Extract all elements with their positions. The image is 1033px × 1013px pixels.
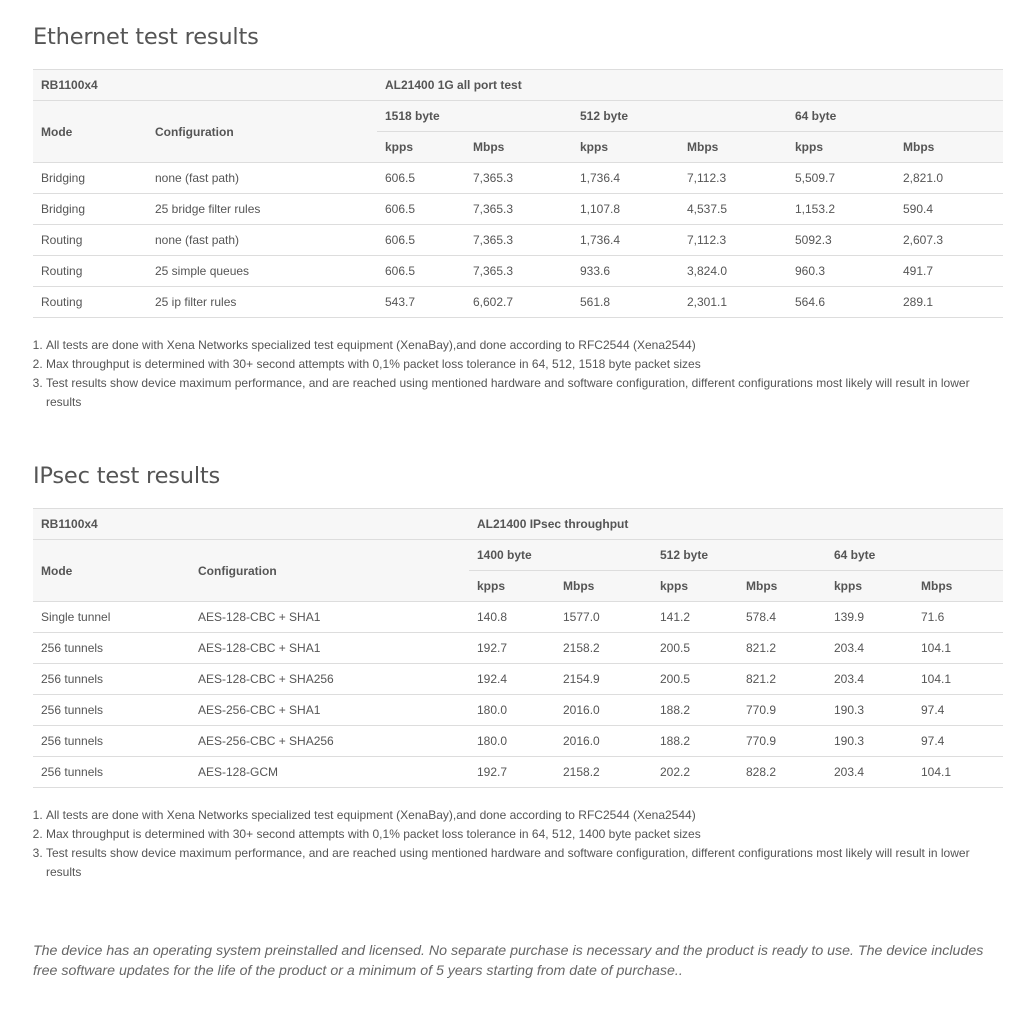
table-cell: 960.3 [787,256,895,287]
table-cell: 104.1 [913,664,1003,695]
table-cell: 606.5 [377,225,465,256]
table-cell: 139.9 [826,602,913,633]
unit-header: Mbps [913,571,1003,602]
table-row [33,163,1003,194]
table-row [33,695,1003,726]
table-cell: 203.4 [826,757,913,788]
table-cell: 821.2 [738,664,826,695]
table-cell: 770.9 [738,695,826,726]
table-cell: 104.1 [913,757,1003,788]
table-cell: 606.5 [377,163,465,194]
packet-size-header: 512 byte [652,540,826,571]
table-cell: 1,153.2 [787,194,895,225]
table-cell: 188.2 [652,726,738,757]
note-item: 3. Test results show device maximum performance, and are reached using mentioned hardware and software configuration, different configurations most likely will result in lower results [46,844,996,882]
table-cell: 564.6 [787,287,895,318]
note-item: 2. Max throughput is determined with 30+ second attempts with 0,1% packet loss tolerance in 64, 512, 1400 byte packet sizes [46,825,996,844]
table-cell: 2158.2 [555,757,652,788]
table-cell: 828.2 [738,757,826,788]
table-row [33,194,1003,225]
table-cell: 1,107.8 [572,194,679,225]
table-cell: AES-128-CBC + SHA1 [190,633,469,664]
table-row [33,256,1003,287]
ipsec-notes [33,806,996,882]
table-row [33,633,1003,664]
table-cell: 1,736.4 [572,163,679,194]
table-row [33,726,1003,757]
table-cell: 71.6 [913,602,1003,633]
table-cell: Routing [33,225,147,256]
unit-header: Mbps [555,571,652,602]
table-cell: AES-128-GCM [190,757,469,788]
note-item: 3. Test results show device maximum performance, and are reached using mentioned hardware and software configuration, different configurations most likely will result in lower results [46,374,996,412]
device-label: RB1100x4 [33,509,469,540]
ethernet-notes [33,336,996,412]
table-cell: 200.5 [652,633,738,664]
table-row [33,757,1003,788]
table-cell: 141.2 [652,602,738,633]
table-cell: Bridging [33,163,147,194]
table-cell: 2,301.1 [679,287,787,318]
table-cell: 97.4 [913,695,1003,726]
table-cell: 2158.2 [555,633,652,664]
table-cell: 4,537.5 [679,194,787,225]
table-cell: AES-128-CBC + SHA1 [190,602,469,633]
table-cell: 25 simple queues [147,256,377,287]
ipsec-table-body [33,602,1003,788]
table-cell: Routing [33,287,147,318]
ethernet-table-body [33,163,1003,318]
table-row [33,602,1003,633]
table-cell: 203.4 [826,664,913,695]
table-cell: 3,824.0 [679,256,787,287]
unit-header: Mbps [465,132,572,163]
table-cell: 104.1 [913,633,1003,664]
table-cell: 5092.3 [787,225,895,256]
table-cell: 7,365.3 [465,194,572,225]
table-cell: 256 tunnels [33,726,190,757]
table-row [33,225,1003,256]
table-cell: 188.2 [652,695,738,726]
table-cell: 192.7 [469,633,555,664]
table-cell: Routing [33,256,147,287]
table-cell: Bridging [33,194,147,225]
note-item: 1. All tests are done with Xena Networks specialized test equipment (XenaBay),and done according to RFC2544 (Xena2544) [46,806,996,825]
table-cell: 140.8 [469,602,555,633]
ipsec-results-table [33,508,1003,788]
table-cell: 2016.0 [555,695,652,726]
header-row-device [33,509,1003,540]
test-name-label: AL21400 1G all port test [377,70,1003,101]
table-cell: AES-256-CBC + SHA256 [190,726,469,757]
table-cell: 1577.0 [555,602,652,633]
table-cell: 2016.0 [555,726,652,757]
table-cell: Single tunnel [33,602,190,633]
packet-size-header: 1518 byte [377,101,572,132]
table-cell: 6,602.7 [465,287,572,318]
table-cell: 561.8 [572,287,679,318]
table-cell: AES-128-CBC + SHA256 [190,664,469,695]
unit-header: kpps [377,132,465,163]
unit-header: kpps [469,571,555,602]
table-cell: 203.4 [826,633,913,664]
table-cell: 256 tunnels [33,633,190,664]
ipsec-section-title: IPsec test results [33,463,221,489]
table-cell: 25 ip filter rules [147,287,377,318]
table-cell: 7,112.3 [679,163,787,194]
table-cell: 1,736.4 [572,225,679,256]
header-row-sizes [33,101,1003,132]
table-cell: 606.5 [377,194,465,225]
table-cell: 543.7 [377,287,465,318]
table-cell: 190.3 [826,726,913,757]
table-cell: 200.5 [652,664,738,695]
table-cell: 289.1 [895,287,1003,318]
unit-header: kpps [787,132,895,163]
ethernet-table-header [33,70,1003,163]
table-cell: AES-256-CBC + SHA1 [190,695,469,726]
ipsec-table-header [33,509,1003,602]
table-cell: 590.4 [895,194,1003,225]
table-cell: 606.5 [377,256,465,287]
license-footer-text: The device has an operating system preinstalled and licensed. No separate purchase is necessary and the product is ready to use. The device includes free software updates for the life of the product or a minimum of 5 years starting from date of purchase.. [33,943,984,979]
test-name-label: AL21400 IPsec throughput [469,509,1003,540]
unit-header: Mbps [895,132,1003,163]
unit-header: kpps [826,571,913,602]
table-cell: 491.7 [895,256,1003,287]
table-cell: 821.2 [738,633,826,664]
ethernet-results-table [33,69,1003,318]
table-cell: 256 tunnels [33,695,190,726]
table-cell: 2154.9 [555,664,652,695]
table-cell: 256 tunnels [33,664,190,695]
table-row [33,664,1003,695]
table-cell: none (fast path) [147,163,377,194]
unit-header: kpps [652,571,738,602]
unit-header: Mbps [679,132,787,163]
table-cell: 7,112.3 [679,225,787,256]
table-cell: 7,365.3 [465,256,572,287]
header-row-sizes [33,540,1003,571]
configuration-column-header: Configuration [190,540,469,602]
table-cell: 770.9 [738,726,826,757]
table-cell: 180.0 [469,695,555,726]
packet-size-header: 64 byte [787,101,1003,132]
device-label: RB1100x4 [33,70,377,101]
configuration-column-header: Configuration [147,101,377,163]
table-cell: 2,607.3 [895,225,1003,256]
table-cell: 2,821.0 [895,163,1003,194]
packet-size-header: 1400 byte [469,540,652,571]
table-cell: 256 tunnels [33,757,190,788]
table-cell: 202.2 [652,757,738,788]
note-item: 2. Max throughput is determined with 30+ second attempts with 0,1% packet loss tolerance in 64, 512, 1518 byte packet sizes [46,355,996,374]
table-cell: 190.3 [826,695,913,726]
table-cell: 5,509.7 [787,163,895,194]
table-cell: 180.0 [469,726,555,757]
unit-header: kpps [572,132,679,163]
packet-size-header: 64 byte [826,540,1003,571]
table-cell: 192.4 [469,664,555,695]
table-cell: none (fast path) [147,225,377,256]
table-cell: 578.4 [738,602,826,633]
table-cell: 7,365.3 [465,225,572,256]
table-cell: 25 bridge filter rules [147,194,377,225]
mode-column-header: Mode [33,101,147,163]
note-item: 1. All tests are done with Xena Networks specialized test equipment (XenaBay),and done according to RFC2544 (Xena2544) [46,336,996,355]
mode-column-header: Mode [33,540,190,602]
table-cell: 192.7 [469,757,555,788]
table-cell: 7,365.3 [465,163,572,194]
unit-header: Mbps [738,571,826,602]
ethernet-section-title: Ethernet test results [33,24,259,50]
packet-size-header: 512 byte [572,101,787,132]
table-cell: 97.4 [913,726,1003,757]
table-cell: 933.6 [572,256,679,287]
header-row-device [33,70,1003,101]
table-row [33,287,1003,318]
